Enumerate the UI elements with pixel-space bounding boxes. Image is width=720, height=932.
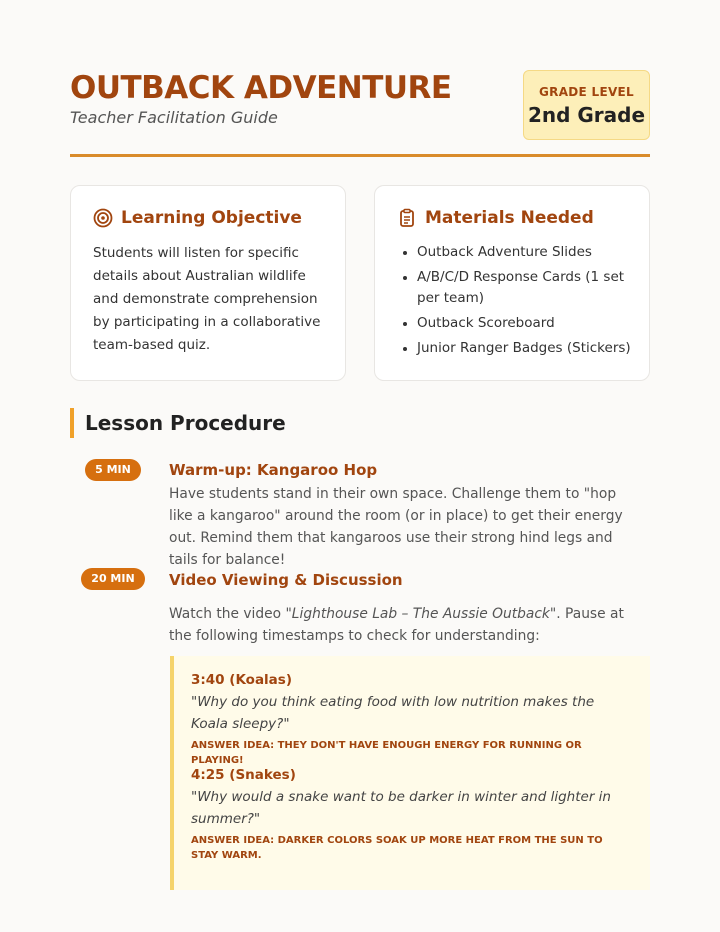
discussion-question: "Why do you think eating food with low nutrition makes the Koala sleepy?" xyxy=(191,694,595,732)
page-subtitle: Teacher Facilitation Guide xyxy=(70,108,278,127)
header-divider xyxy=(70,154,650,157)
materials-title: Materials Needed xyxy=(425,208,594,228)
grade-level-label: GRADE LEVEL xyxy=(539,85,634,99)
list-item: Outback Adventure Slides xyxy=(397,242,637,263)
grade-level-value: 2nd Grade xyxy=(527,103,646,127)
list-item: Junior Ranger Badges (Stickers) xyxy=(397,338,637,359)
learning-objective-card xyxy=(70,185,346,381)
list-item: A/B/C/D Response Cards (1 set per team) xyxy=(397,267,637,309)
intro-prefix: Watch the video xyxy=(169,606,286,622)
discussion-question: "Why would a snake want to be darker in winter and lighter in summer?" xyxy=(191,789,611,827)
learning-objective-title: Learning Objective xyxy=(121,208,302,228)
clipboard-icon xyxy=(397,208,417,228)
discussion-questions-box xyxy=(170,656,650,890)
timestamp-label: 4:25 (Snakes) xyxy=(191,767,296,783)
duration-badge: 20 MIN xyxy=(81,568,145,590)
answer-idea: ANSWER IDEA: THEY DON'T HAVE ENOUGH ENERGY FOR RUNNING OR PLAYING! xyxy=(191,740,582,766)
target-icon xyxy=(93,208,113,228)
video-title: "Lighthouse Lab – The Aussie Outback" xyxy=(285,606,557,622)
intro-suffix: . Pause at the following timestamps to check for understanding: xyxy=(169,606,624,644)
lesson-procedure-heading: Lesson Procedure xyxy=(70,408,286,438)
answer-idea: ANSWER IDEA: DARKER COLORS SOAK UP MORE HEAT FROM THE SUN TO STAY WARM. xyxy=(191,835,603,861)
step-title: Video Viewing & Discussion xyxy=(169,571,403,589)
step-description xyxy=(169,603,639,647)
step-description: Have students stand in their own space. Challenge them to "hop like a kangaroo" around the room (or in place) to get their energy out. Remind them that kangaroos use their strong hind legs and tails for balance! xyxy=(169,486,623,568)
duration-badge: 5 MIN xyxy=(85,459,141,481)
materials-list xyxy=(397,242,637,363)
step-title: Warm-up: Kangaroo Hop xyxy=(169,461,378,479)
grade-level-badge xyxy=(523,70,650,140)
learning-objective-text: Students will listen for specific details about Australian wildlife and demonstrate comprehension by participating in a collaborative team-based quiz. xyxy=(93,245,321,353)
page-title: OUTBACK ADVENTURE xyxy=(70,70,452,106)
timestamp-label: 3:40 (Koalas) xyxy=(191,672,292,688)
list-item: Outback Scoreboard xyxy=(397,313,637,334)
materials-card xyxy=(374,185,650,381)
